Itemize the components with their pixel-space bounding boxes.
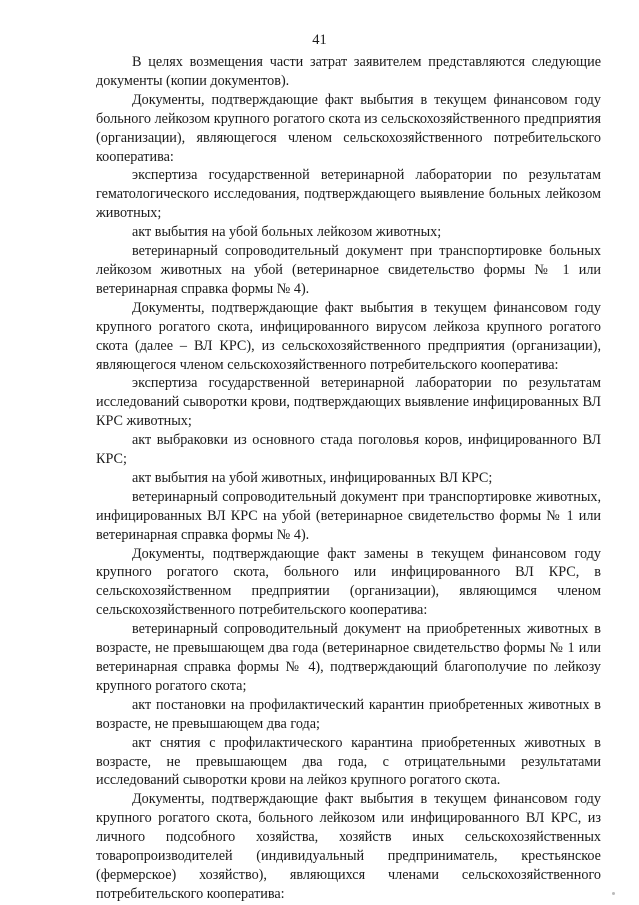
paragraph: акт выбраковки из основного стада поголовья коров, инфицированного ВЛ КРС; — [96, 432, 601, 468]
paragraph: акт выбытия на убой животных, инфицированных ВЛ КРС; — [132, 469, 493, 486]
paragraph: В целях возмещения части затрат заявителем представляются следующие документы (копии документов). — [96, 54, 601, 89]
paragraph: акт снятия с профилактического карантина приобретенных животных в возрасте, не превышающем два года, с отрицательными результатами исследований сыворотки крови на лейкоз крупного рогатого скота. — [96, 734, 601, 789]
scan-speck — [612, 892, 615, 895]
paragraph: Документы, подтверждающие факт выбытия в текущем финансовом году больного лейкозом крупного рогатого скота из сельскохозяйственного предприятия (организации), являющегося членом сельскохозяйственного потребительского кооператива: — [96, 91, 601, 165]
paragraph: акт постановки на профилактический карантин приобретенных животных в возрасте, не превышающем два года; — [96, 696, 601, 732]
paragraph: ветеринарный сопроводительный документ при транспортировке больных лейкозом животных на убой (ветеринарное свидетельство формы № 1 или ветеринарная справка формы № 4). — [96, 243, 601, 297]
paragraph: Документы, подтверждающие факт замены в текущем финансовом году крупного рогатого скота, больного или инфицированного ВЛ КРС, в сельскохозяйственном предприятии (организации), являющимся членом сельскохозяйственного потребительского кооператива: — [96, 545, 601, 619]
paragraph: Документы, подтверждающие факт выбытия в текущем финансовом году крупного рогатого скота, больного лейкозом или инфицированного ВЛ КРС, из личного подсобного хозяйства, хозяйств иных сельскохозяйственных товаропроизводителей (индивидуальный предприниматель, крестьянское (фермерское) хозяйство), являющихся членами сельскохозяйственного потребительского кооператива: — [96, 791, 601, 902]
paragraph: ветеринарный сопроводительный документ на приобретенных животных в возрасте, не превышающем два года (ветеринарное свидетельство формы № 1 или ветеринарная справка формы № 4), подтверждающий благополучие по лейкозу крупного рогатого скота; — [96, 621, 601, 694]
paragraph: ветеринарный сопроводительный документ при транспортировке животных, инфицированных ВЛ КРС на убой (ветеринарное свидетельство формы № 1 или ветеринарная справка формы № 4). — [96, 488, 601, 543]
paragraph: экспертиза государственной ветеринарной лаборатории по результатам исследований сыворотки крови, подтверждающих выявление инфицированных ВЛ КРС животных; — [96, 375, 601, 430]
paragraph: экспертиза государственной ветеринарной лаборатории по результатам гематологического исследования, подтверждающего выявление больных лейкозом животных; — [96, 167, 601, 222]
document-body — [96, 53, 601, 904]
paragraph: акт выбытия на убой больных лейкозом животных; — [132, 224, 442, 241]
page-number: 41 — [312, 32, 327, 48]
paragraph: Документы, подтверждающие факт выбытия в текущем финансовом году крупного рогатого скота, инфицированного вирусом лейкоза крупного рогатого скота (далее – ВЛ КРС), из сельскохозяйственного предприятия (организации), являющегося членом сельскохозяйственного потребительского кооператива: — [96, 299, 601, 373]
